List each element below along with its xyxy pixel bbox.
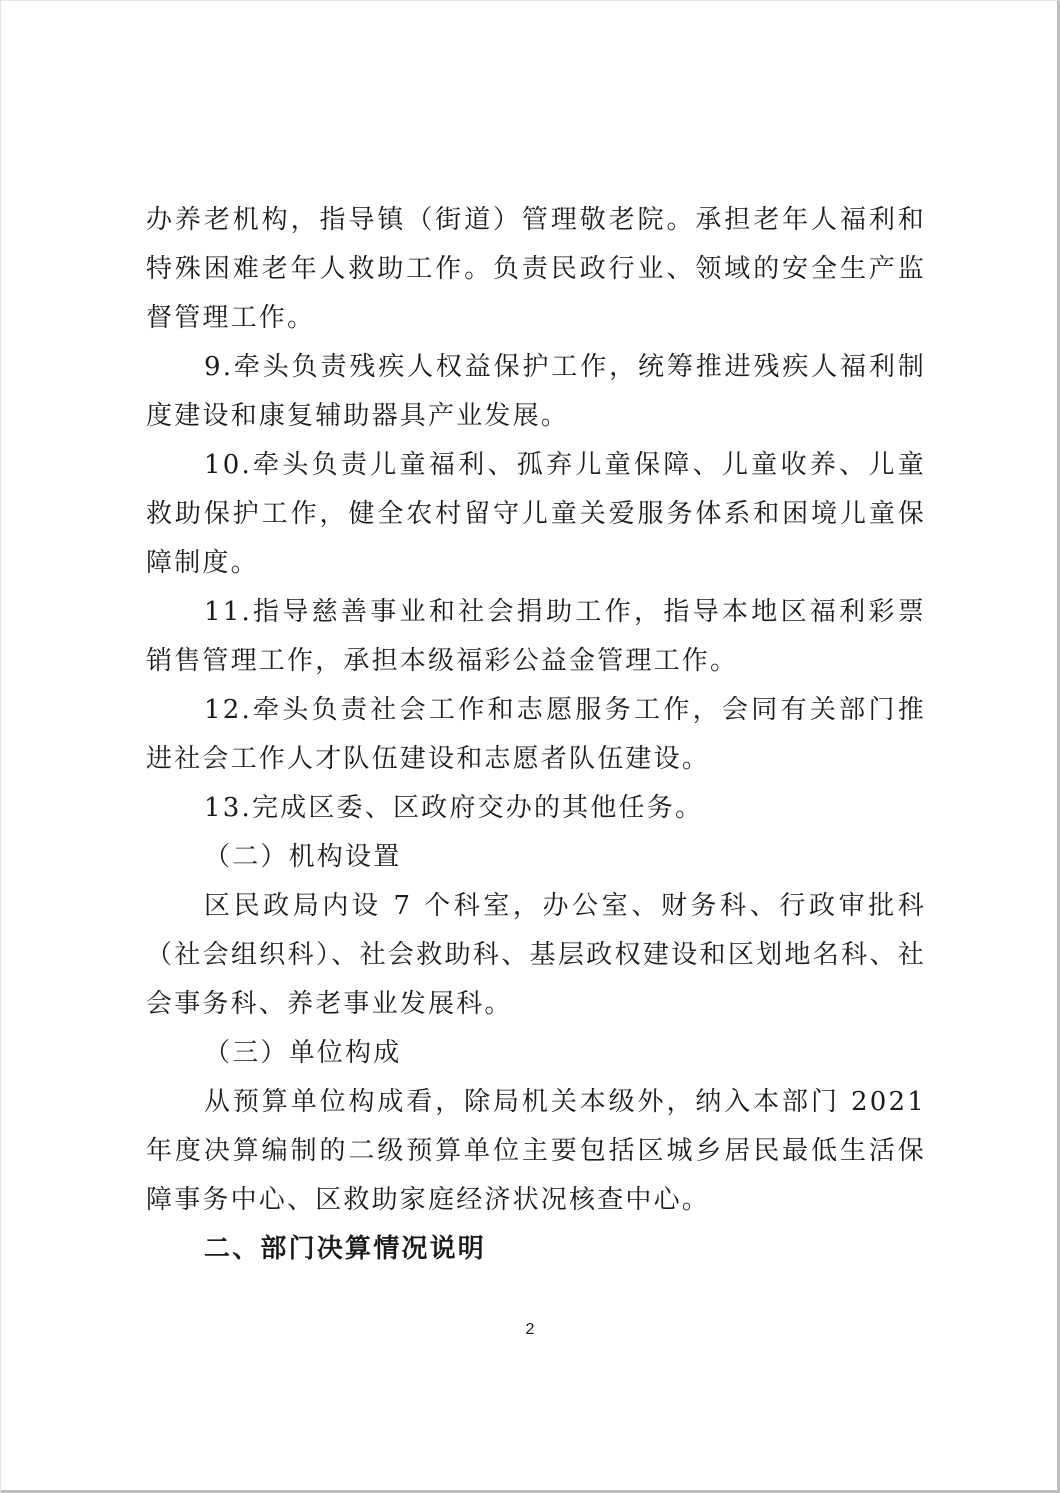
document-body bbox=[146, 196, 926, 1274]
paragraph-item-13: 13.完成区委、区政府交办的其他任务。 bbox=[204, 793, 704, 823]
paragraph-item-9: 9.牵头负责残疾人权益保护工作，统筹推进残疾人福利制度建设和康复辅助器具产业发展。 bbox=[146, 352, 926, 431]
paragraph-item-10: 10.牵头负责儿童福利、孤弃儿童保障、儿童收养、儿童救助保护工作，健全农村留守儿童关爱服务体系和困境儿童保障制度。 bbox=[146, 450, 926, 578]
section-heading-organization: （二）机构设置 bbox=[204, 842, 402, 872]
paragraph-unit-composition: 从预算单位构成看，除局机关本级外，纳入本部门 2021 年度决算编制的二级预算单位主要包括区城乡居民最低生活保障事务中心、区救助家庭经济状况核查中心。 bbox=[146, 1087, 926, 1215]
paragraph-item-12: 12.牵头负责社会工作和志愿服务工作，会同有关部门推进社会工作人才队伍建设和志愿者队伍建设。 bbox=[146, 695, 926, 774]
section-heading-unit-composition: （三）单位构成 bbox=[204, 1038, 402, 1068]
chapter-heading-final-accounts: 二、部门决算情况说明 bbox=[204, 1234, 487, 1264]
page-number: 2 bbox=[525, 1321, 535, 1338]
paragraph-elderly-care: 办养老机构，指导镇（街道）管理敬老院。承担老年人福利和特殊困难老年人救助工作。负责民政行业、领域的安全生产监督管理工作。 bbox=[146, 205, 926, 333]
paragraph-organization: 区民政局内设 7 个科室，办公室、财务科、行政审批科（社会组织科）、社会救助科、基层政权建设和区划地名科、社会事务科、养老事业发展科。 bbox=[146, 891, 926, 1019]
paragraph-item-11: 11.指导慈善事业和社会捐助工作，指导本地区福利彩票销售管理工作，承担本级福彩公益金管理工作。 bbox=[146, 597, 926, 676]
